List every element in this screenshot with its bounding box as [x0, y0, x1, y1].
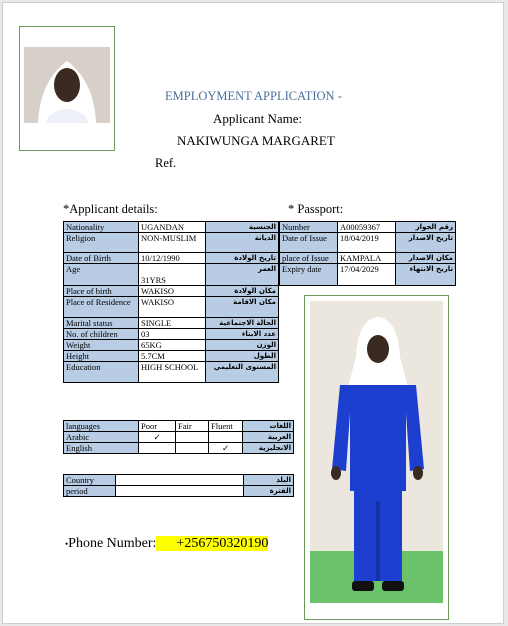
- details-row: [64, 297, 279, 318]
- applicant-details-table: [63, 221, 279, 383]
- languages-header-fluent: Fluent: [209, 421, 243, 432]
- applicant-name-label: Applicant Name:: [213, 111, 303, 126]
- details-value: 10/12/1990: [139, 253, 206, 264]
- passport-label: Number: [280, 222, 338, 233]
- language-arabic: العربية: [243, 432, 294, 443]
- application-page: [2, 2, 504, 624]
- experience-value: [116, 475, 244, 486]
- full-body-image: [310, 301, 443, 603]
- details-label: Weight: [64, 340, 139, 351]
- details-row: [64, 253, 279, 264]
- passport-arabic: تاريخ الانتهاء: [396, 264, 456, 286]
- passport-row: [280, 264, 456, 286]
- details-value: WAKISO: [139, 286, 206, 297]
- languages-header-poor: Poor: [139, 421, 176, 432]
- details-arabic: مكان الاقامة: [206, 297, 279, 318]
- details-label: Place of birth: [64, 286, 139, 297]
- passport-value: A00059367: [338, 222, 396, 233]
- passport-row: [280, 222, 456, 233]
- language-fluent-mark: [209, 432, 243, 443]
- details-value: HIGH SCHOOL: [139, 362, 206, 383]
- details-value: NON-MUSLIM: [139, 233, 206, 253]
- languages-header-fair: Fair: [176, 421, 209, 432]
- passport-row: [280, 253, 456, 264]
- details-arabic: العمر: [206, 264, 279, 286]
- details-label: Age: [64, 264, 139, 286]
- language-arabic: الانجليزية: [243, 443, 294, 454]
- experience-label: period: [64, 486, 116, 497]
- full-body-photo: [304, 295, 449, 620]
- experience-table: [63, 474, 294, 497]
- phone-bullet: •: [65, 539, 69, 549]
- details-label: Nationality: [64, 222, 139, 233]
- languages-table: [63, 420, 294, 454]
- phone-highlight: [156, 536, 268, 551]
- language-fair-mark: [176, 443, 209, 454]
- details-label: Education: [64, 362, 139, 383]
- details-label: Height: [64, 351, 139, 362]
- languages-header-row: [64, 421, 294, 432]
- applicant-details-heading: *Applicant details:: [63, 202, 158, 216]
- experience-label: Country: [64, 475, 116, 486]
- details-row: [64, 351, 279, 362]
- details-row: [64, 264, 279, 286]
- details-row: [64, 222, 279, 233]
- details-value: 65KG: [139, 340, 206, 351]
- details-value: 03: [139, 329, 206, 340]
- language-poor-mark: ✓: [139, 432, 176, 443]
- language-poor-mark: [139, 443, 176, 454]
- details-arabic: الجنسية: [206, 222, 279, 233]
- passport-label: Date of Issue: [280, 233, 338, 253]
- passport-value: 17/04/2029: [338, 264, 396, 286]
- details-row: [64, 362, 279, 383]
- details-arabic: تاريخ الولادة: [206, 253, 279, 264]
- details-label: No. of children: [64, 329, 139, 340]
- languages-header-label: languages: [64, 421, 139, 432]
- passport-table: [279, 221, 456, 286]
- details-arabic: عدد الابناء: [206, 329, 279, 340]
- details-value: 31YRS: [139, 264, 206, 286]
- languages-header-arabic: اللغات: [243, 421, 294, 432]
- language-fair-mark: [176, 432, 209, 443]
- passport-label: Expiry date: [280, 264, 338, 286]
- details-label: Marital status: [64, 318, 139, 329]
- details-arabic: الطول: [206, 351, 279, 362]
- experience-arabic: الفترة: [244, 486, 294, 497]
- language-label: English: [64, 443, 139, 454]
- passport-value: 18/04/2019: [338, 233, 396, 253]
- language-label: Arabic: [64, 432, 139, 443]
- details-row: [64, 318, 279, 329]
- details-arabic: الحالة الاجتماعية: [206, 318, 279, 329]
- passport-arabic: رقم الجواز: [396, 222, 456, 233]
- passport-arabic: تاريخ الاصدار: [396, 233, 456, 253]
- language-fluent-mark: ✓: [209, 443, 243, 454]
- details-value: UGANDAN: [139, 222, 206, 233]
- passport-value: KAMPALA: [338, 253, 396, 264]
- details-label: Place of Residence: [64, 297, 139, 318]
- details-row: [64, 286, 279, 297]
- details-value: WAKISO: [139, 297, 206, 318]
- phone-line: [65, 536, 268, 552]
- phone-label: Phone Number:: [68, 536, 157, 551]
- details-row: [64, 329, 279, 340]
- form-title: EMPLOYMENT APPLICATION -: [165, 89, 342, 103]
- portrait-photo: [19, 26, 115, 151]
- passport-heading: * Passport:: [288, 202, 344, 216]
- details-value: SINGLE: [139, 318, 206, 329]
- phone-number: +256750320190: [176, 536, 269, 551]
- passport-label: place of Issue: [280, 253, 338, 264]
- language-row: [64, 432, 294, 443]
- experience-value: [116, 486, 244, 497]
- details-row: [64, 340, 279, 351]
- ref-label: Ref.: [155, 156, 177, 170]
- details-label: Date of Birth: [64, 253, 139, 264]
- details-row: [64, 233, 279, 253]
- experience-arabic: البلد: [244, 475, 294, 486]
- details-arabic: مكان الولادة: [206, 286, 279, 297]
- details-value: 5.7CM: [139, 351, 206, 362]
- passport-row: [280, 233, 456, 253]
- experience-row: [64, 475, 294, 486]
- details-arabic: الوزن: [206, 340, 279, 351]
- passport-arabic: مكان الاصدار: [396, 253, 456, 264]
- details-arabic: المستوى التعليمي: [206, 362, 279, 383]
- language-row: [64, 443, 294, 454]
- applicant-name: NAKIWUNGA MARGARET: [177, 133, 335, 148]
- portrait-image: [24, 47, 110, 123]
- details-label: Religion: [64, 233, 139, 253]
- experience-row: [64, 486, 294, 497]
- details-arabic: الديانة: [206, 233, 279, 253]
